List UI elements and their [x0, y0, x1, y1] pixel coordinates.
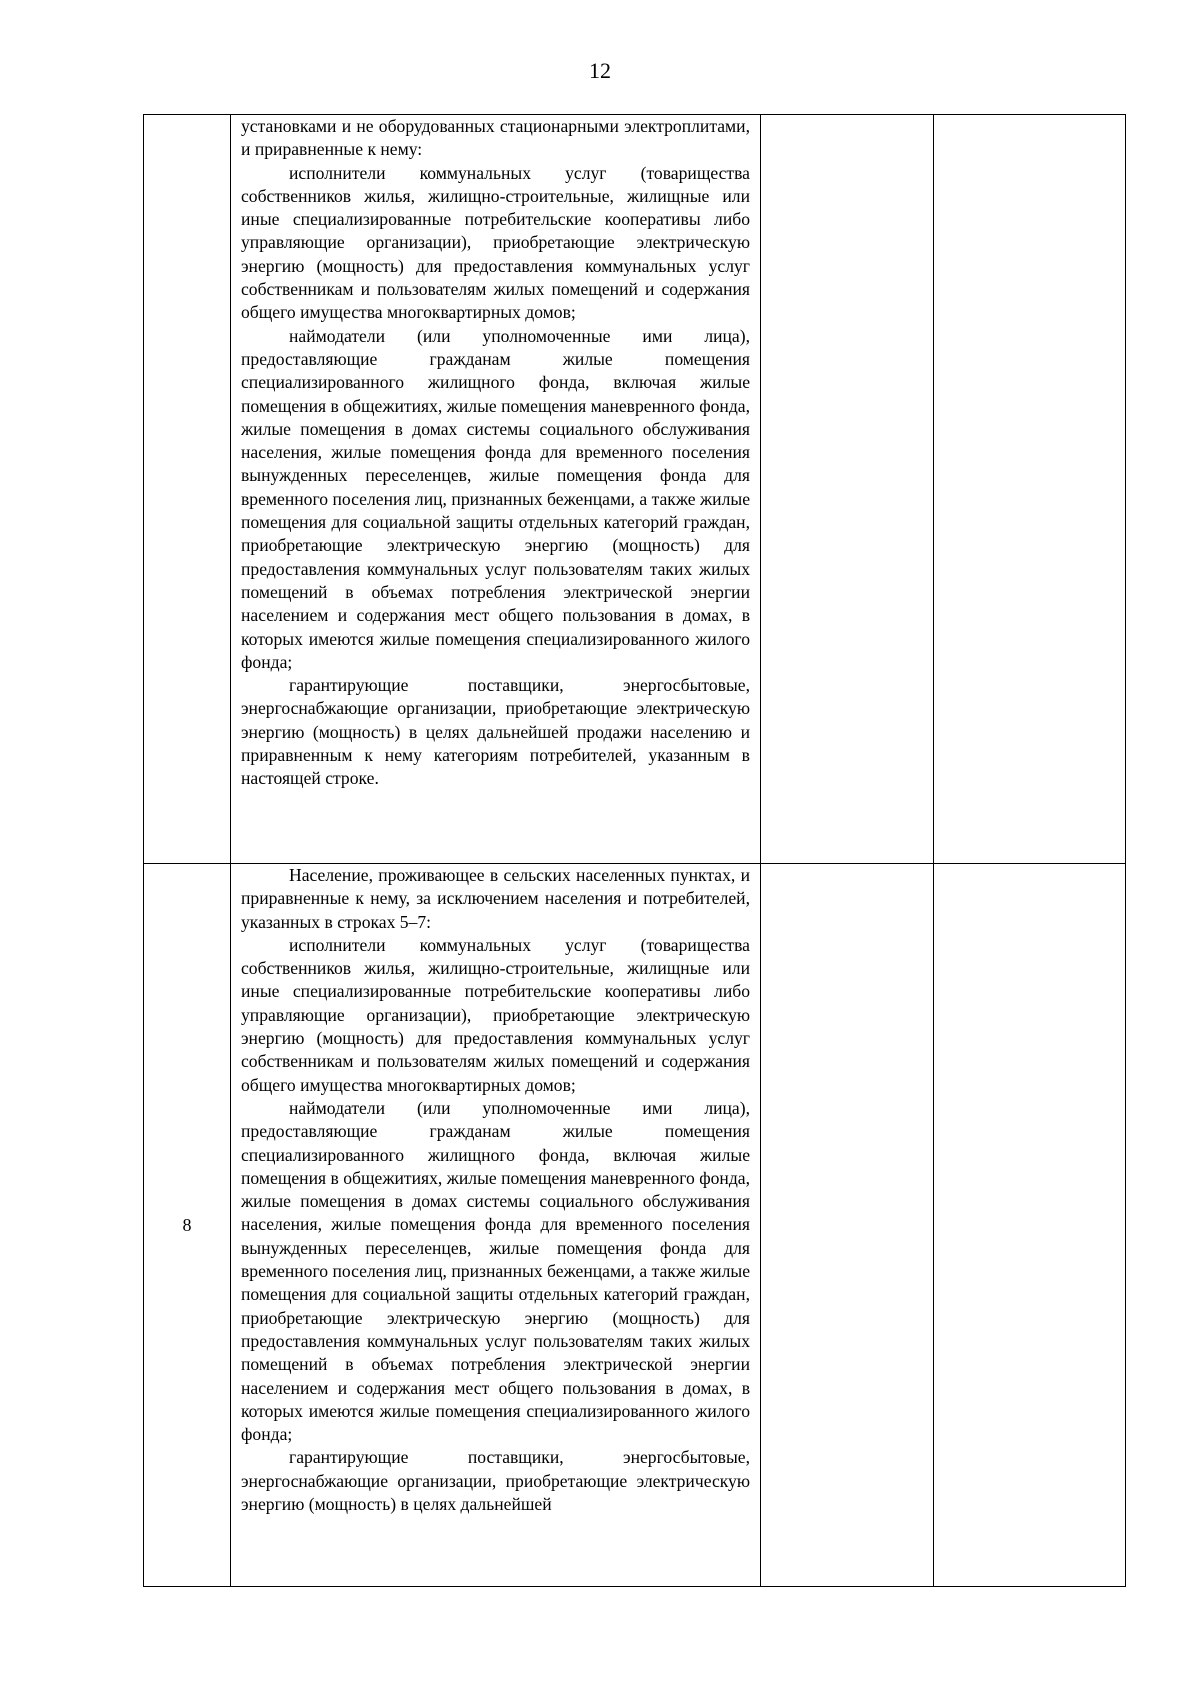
category-paragraph: Население, проживающее в сельских населенных пунктах, и приравненные к нему, за исключением населения и потребителей, указанных в строках 5–7: — [241, 865, 750, 932]
table-row — [144, 864, 1126, 1587]
category-paragraph: исполнители коммунальных услуг (товарищества собственников жилья, жилищно-строительные, жилищные или иные специализированные потребительские кооперативы либо управляющие организации), приобретающие электрическую энергию (мощность) для предоставления коммунальных услуг собственникам и пользователям жилых помещений и содержания общего имущества многоквартирных домов; — [241, 934, 750, 1095]
category-paragraph: установками и не оборудованных стационарными электроплитами, и приравненные к нему: — [241, 116, 750, 160]
category-paragraph: наймодатели (или уполномоченные ими лица), предоставляющие гражданам жилые помещения специализированного жилищного фонда, включая жилые помещения в общежитиях, жилые помещения маневренного фонда, жилые помещения в домах системы социального обслуживания населения, жилые помещения фонда для временного поселения вынужденных переселенцев, жилые помещения фонда для временного поселения лиц, признанных беженцами, а также жилые помещения для социальной защиты отдельных категорий граждан, приобретающие электрическую энергию (мощность) для предоставления коммунальных услуг пользователям таких жилых помещений в объемах потребления электрической энергии населением и содержания мест общего пользования в домах, в которых имеются жилые помещения специализированного жилого фонда; — [241, 1097, 750, 1445]
consumer-category-cell — [231, 115, 761, 864]
row-number-cell: 8 — [144, 864, 231, 1587]
page-number: 12 — [589, 58, 611, 83]
category-paragraph: исполнители коммунальных услуг (товарищества собственников жилья, жилищно-строительные, жилищные или иные специализированные потребительские кооперативы либо управляющие организации), приобретающие электрическую энергию (мощность) для предоставления коммунальных услуг собственникам и пользователям жилых помещений и содержания общего имущества многоквартирных домов; — [241, 162, 750, 323]
tariff-table — [143, 114, 1126, 1587]
category-paragraph: гарантирующие поставщики, энергосбытовые, энергоснабжающие организации, приобретающие электрическую энергию (мощность) в целях дальнейшей — [241, 1447, 750, 1515]
tariff-cell-2 — [934, 115, 1126, 864]
tariff-cell-2 — [934, 864, 1126, 1587]
row-number-cell — [144, 115, 231, 864]
table-row — [144, 115, 1126, 864]
consumer-category-cell — [231, 864, 761, 1587]
tariff-cell-1 — [761, 864, 934, 1587]
tariff-cell-1 — [761, 115, 934, 864]
category-paragraph: наймодатели (или уполномоченные ими лица), предоставляющие гражданам жилые помещения специализированного жилищного фонда, включая жилые помещения в общежитиях, жилые помещения маневренного фонда, жилые помещения в домах системы социального обслуживания населения, жилые помещения фонда для временного поселения вынужденных переселенцев, жилые помещения фонда для временного поселения лиц, признанных беженцами, а также жилые помещения для социальной защиты отдельных категорий граждан, приобретающие электрическую энергию (мощность) для предоставления коммунальных услуг пользователям таких жилых помещений в объемах потребления электрической энергии населением и содержания мест общего пользования в домах, в которых имеются жилые помещения специализированного жилого фонда; — [241, 325, 750, 672]
category-paragraph: гарантирующие поставщики, энергосбытовые, энергоснабжающие организации, приобретающие электрическую энергию (мощность) в целях дальнейшей продажи населению и приравненным к нему категориям потребителей, указанным в настоящей строке. — [241, 675, 750, 789]
